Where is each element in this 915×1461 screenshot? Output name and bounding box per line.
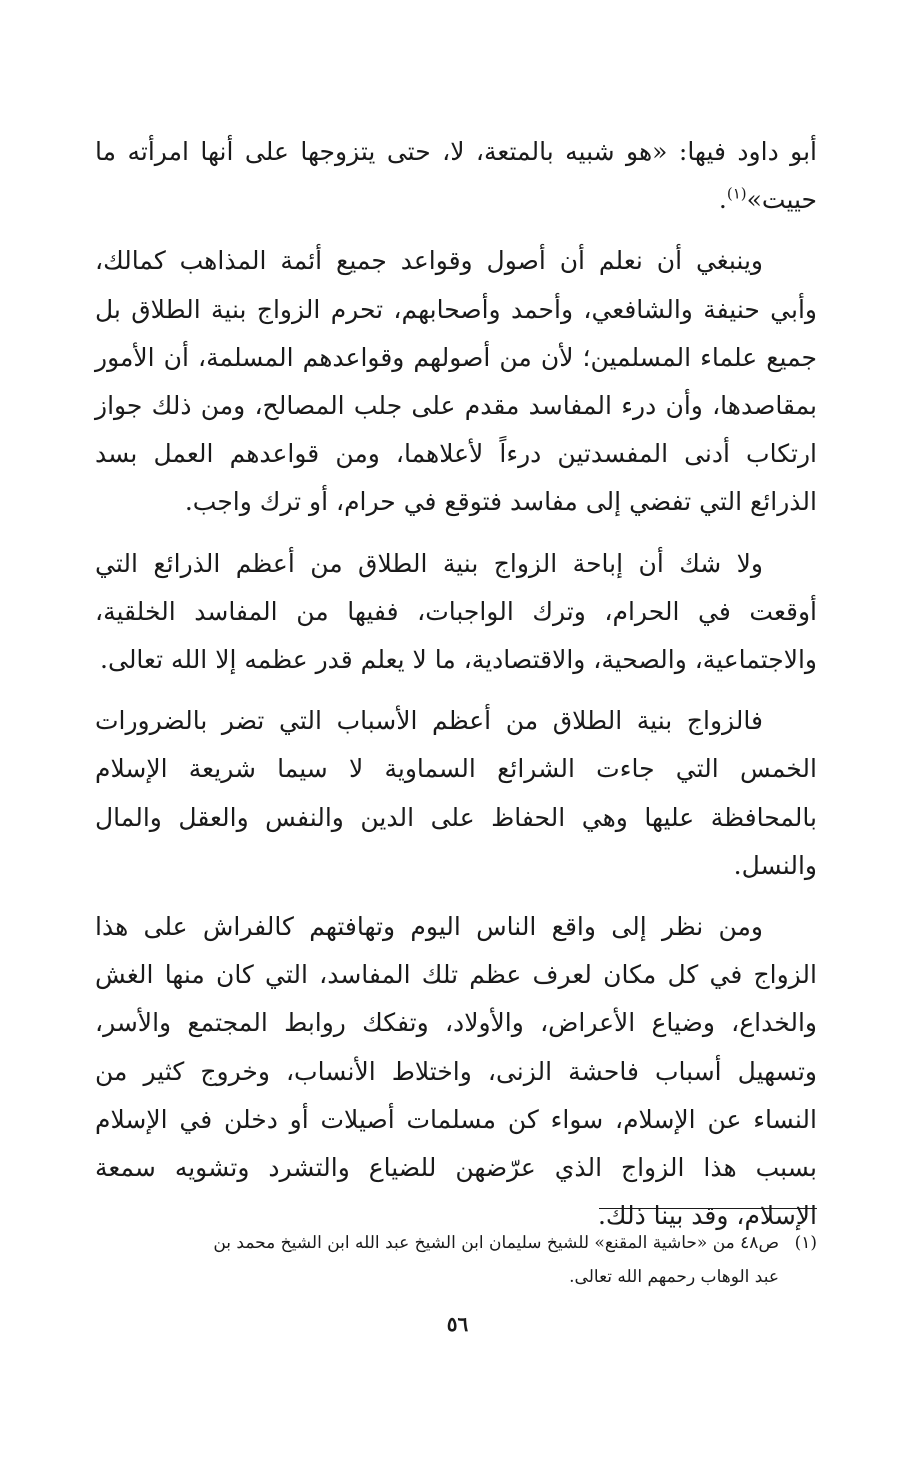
footnote-divider — [599, 1208, 817, 1209]
paragraph: فالزواج بنية الطلاق من أعظم الأسباب التي تضر بالضرورات الخمس التي جاءت الشرائع السماوية لا سيما شريعة الإسلام بالمحافظة عليها وهي الحفاظ على الدين والنفس والعقل والمال والنسل. — [95, 706, 817, 880]
main-text — [95, 128, 817, 1253]
paragraph-text: أبو داود فيها: «هو شبيه بالمتعة، لا، حتى يتزوجها على أنها امرأته ما حييت» — [95, 137, 817, 215]
paragraph: ولا شك أن إباحة الزواج بنية الطلاق من أعظم الذرائع التي أوقعت في الحرام، وترك الواجبات، ففيها من المفاسد الخلقية، والاجتماعية، والصحية، والاقتصادية، ما لا يعلم قدر عظمه إلا الله تعالى. — [95, 548, 817, 675]
footnote-text-line2: عبد الوهاب رحمهم الله تعالى. — [569, 1267, 779, 1287]
footnote-text-line1: ص٤٨ من «حاشية المقنع» للشيخ سليمان ابن الشيخ عبد الله ابن الشيخ محمد بن — [213, 1233, 779, 1253]
paragraph: ومن نظر إلى واقع الناس اليوم وتهافتهم كالفراش على هذا الزواج في كل مكان لعرف عظم تلك المفاسد، التي كان منها الغش والخداع، وضياع الأعراض، والأولاد، وتفكك روابط المجتمع والأسر، وتسهيل أسباب فاحشة الزنى، واختلاط الأنساب، وخروج كثير من النساء عن الإسلام، سواء كن مسلمات أصيلات أو دخلن في الإسلام بسبب هذا الزواج الذي عرّضهن للضياع والتشرد وتشويه سمعة الإسلام، وقد بينا ذلك. — [95, 912, 817, 1231]
footnote-reference: (١) — [726, 184, 747, 203]
page-number: ٥٦ — [446, 1312, 469, 1336]
paragraph-continuation — [95, 128, 817, 224]
footnote-number: (١) — [794, 1233, 817, 1253]
footnote — [95, 1226, 817, 1294]
paragraph-end-mark: . — [718, 185, 727, 215]
paragraph: وينبغي أن نعلم أن أصول وقواعد جميع أئمة المذاهب كمالك، وأبي حنيفة والشافعي، وأحمد وأصحابهم، تحرم الزواج بنية الطلاق بل جميع علماء المسلمين؛ لأن من أصولهم وقواعدهم المسلمة، أن الأمور بمقاصدها، وأن درء المفاسد مقدم على جلب المصالح، ومن ذلك جواز ارتكاب أدنى المفسدتين درءاً لأعلاهما، ومن قواعدهم العمل بسد الذرائع التي تفضي إلى مفاسد فتوقع في حرام، أو ترك واجب. — [95, 246, 817, 517]
